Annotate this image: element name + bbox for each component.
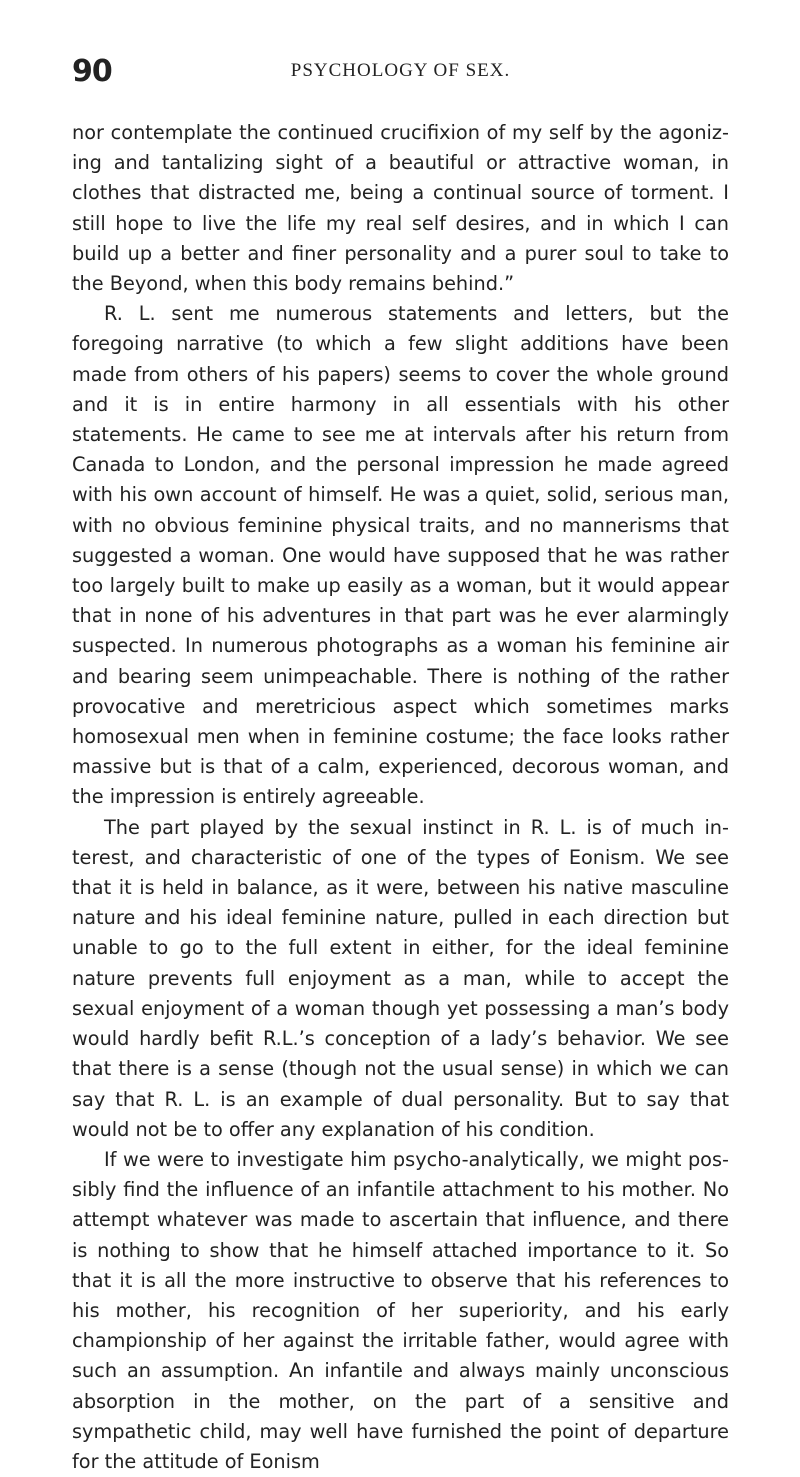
paragraph: If we were to investigate him psycho-analytically, we might possibly find the influence of an infantile attachment to his mother. No attempt whatever was made to ascertain that influence, and there is nothing to show that he himself attached importance to it. So that it is all the more instructive to observe that his references to his mother, his recognition of her superiority, and his early championship of her against the irritable father, would agree with such an assumption. An infantile and always mainly unconscious absorption in the mother, on the part of a sensitive and sympathetic child, may well have furnished the point of departure for the attitude of Eonism <box>72 1147 729 1473</box>
page-number: 90 <box>72 54 112 89</box>
page-header <box>72 48 729 88</box>
paragraph: The part played by the sexual instinct in R. L. is of much interest, and characteristic of one of the types of Eonism. We see that it is held in balance, as it were, between his native masculine nature and his ideal feminine nature, pulled in each direction but unable to go to the full extent in either, for the ideal feminine nature prevents full enjoyment as a man, while to accept the sexual enjoyment of a woman though yet possessing a man’s body would hardly befit R.L.’s conception of a lady’s behavior. We see that there is a sense (though not the usual sense) in which we can say that R. L. is an example of dual personality. But to say that would not be to offer any explanation of his condition. <box>72 815 729 1141</box>
book-page <box>72 48 729 1477</box>
body-text <box>72 118 729 1477</box>
running-title: PSYCHOLOGY OF SEX. <box>290 60 511 81</box>
paragraph-continuation: nor contemplate the continued crucifixion of my self by the agonizing and tantalizing sight of a beautiful or attractive woman, in clothes that distracted me, being a continual source of torment. I still hope to live the life my real self desires, and in which I can build up a better and finer personality and a purer soul to take to the Beyond, when this body remains behind.” <box>72 121 729 296</box>
paragraph: R. L. sent me numerous statements and letters, but the foregoing narrative (to which a few slight additions have been made from others of his papers) seems to cover the whole ground and it is in entire harmony in all essentials with his other statements. He came to see me at intervals after his return from Canada to London, and the personal impression he made agreed with his own account of himself. He was a quiet, solid, serious man, with no obvious feminine physical traits, and no mannerisms that suggested a woman. One would have supposed that he was rather too largely built to make up easily as a woman, but it would appear that in none of his adventures in that part was he ever alarmingly suspected. In numerous photographs as a woman his feminine air and bearing seem unimpeachable. There is nothing of the rather provocative and meretricious aspect which sometimes marks homosexual men when in feminine costume; the face looks rather massive but is that of a calm, experienced, decorous woman, and the impression is entirely agreeable. <box>72 302 729 809</box>
